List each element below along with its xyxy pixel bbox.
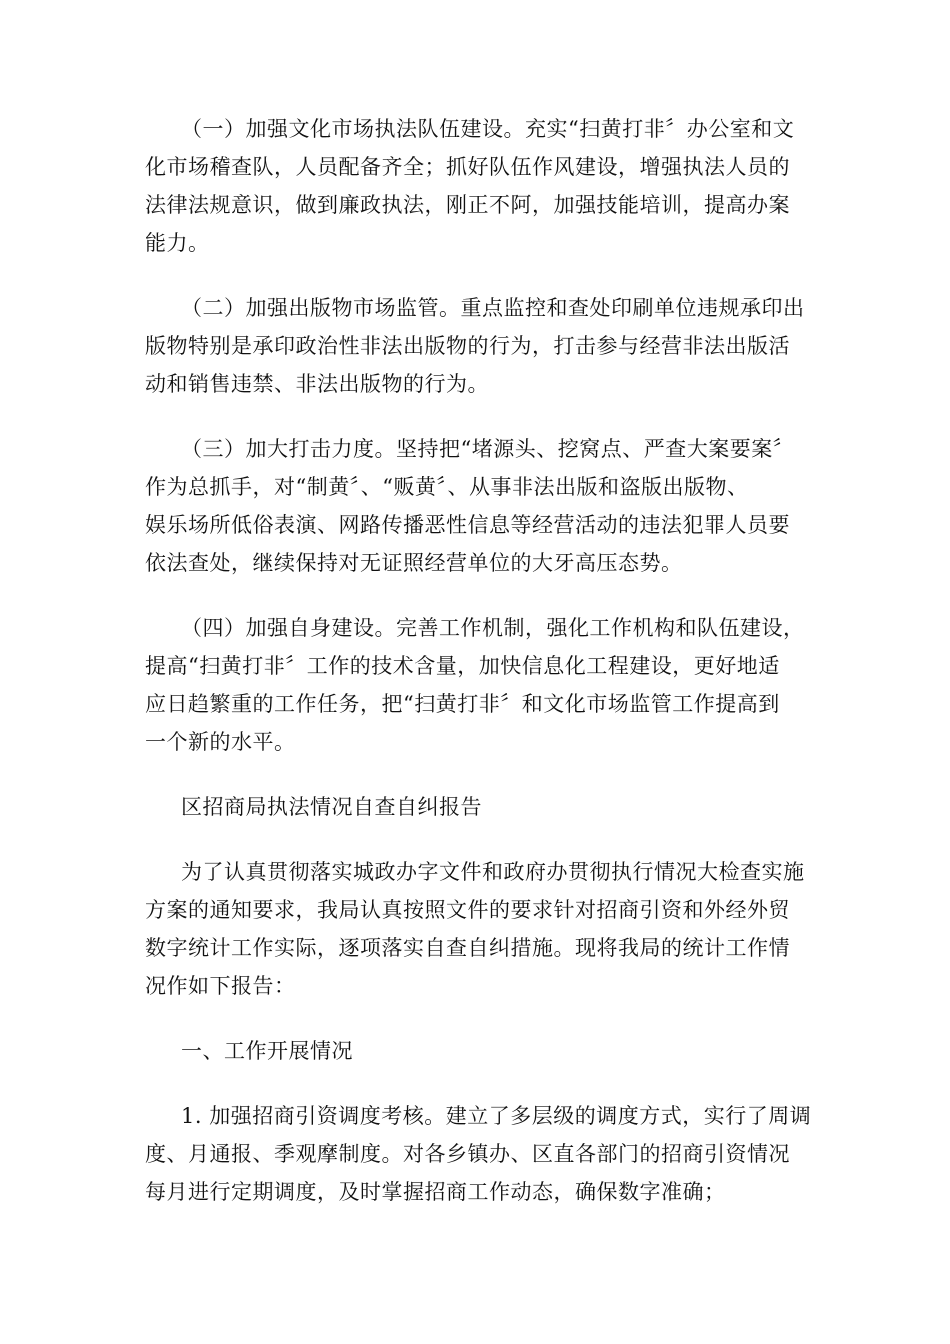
- text-line: 方案的通知要求，我局认真按照文件的要求针对招商引资和外经外贸: [145, 898, 790, 922]
- text-line: 为了认真贯彻落实城政办字文件和政府办贯彻执行情况大检查实施: [181, 860, 805, 884]
- text-line: （四）加强自身建设。完善工作机制，强化工作机构和队伍建设，: [181, 616, 805, 640]
- text-line: 依法查处，继续保持对无证照经营单位的大牙高压态势。: [145, 551, 683, 575]
- paragraph-self-building: [145, 609, 805, 761]
- text-line: 度、月通报、季观摩制度。对各乡镇办、区直各部门的招商引资情况: [145, 1142, 790, 1166]
- text-line: 法律法规意识，做到廉政执法，刚正不阿，加强技能培训，提高办案: [145, 193, 790, 217]
- report-title: [145, 788, 805, 826]
- text-line: 一个新的水平。: [145, 730, 296, 754]
- paragraph-publication-supervision: [145, 289, 805, 403]
- text-line: 应日趋繁重的工作任务，把“扫黄打非〞和文化市场监管工作提高到: [145, 692, 780, 716]
- text-line: 作为总抓手，对“制黄〞、“贩黄〞、从事非法出版和盗版出版物、: [145, 475, 749, 499]
- text-line: 每月进行定期调度，及时掌握招商工作动态，确保数字准确；: [145, 1180, 726, 1204]
- text-line: 版物特别是承印政治性非法出版物的行为，打击参与经营非法出版活: [145, 334, 790, 358]
- text-line: 提高“扫黄打非〞工作的技术含量，加快信息化工程建设，更好地适: [145, 654, 780, 678]
- paragraph-crackdown: [145, 430, 805, 582]
- text-line: 数字统计工作实际，逐项落实自查自纠措施。现将我局的统计工作情: [145, 936, 790, 960]
- text-line: 能力。: [145, 231, 210, 255]
- text-line: 娱乐场所低俗表演、网路传播恶性信息等经营活动的违法犯罪人员要: [145, 513, 790, 537]
- paragraph-investment-scheduling: [145, 1097, 812, 1211]
- text-line: 1. 加强招商引资调度考核。建立了多层级的调度方式，实行了周调: [181, 1104, 812, 1128]
- text-line: 况作如下报告：: [145, 974, 296, 998]
- text-line: 一、工作开展情况: [181, 1039, 353, 1063]
- document-body: [145, 110, 812, 1238]
- text-line: （一）加强文化市场执法队伍建设。充实“扫黄打非〞办公室和文: [181, 117, 795, 141]
- text-line: 化市场稽查队，人员配备齐全；抓好队伍作风建设，增强执法人员的: [145, 155, 790, 179]
- text-line: （二）加强出版物市场监管。重点监控和查处印刷单位违规承印出: [181, 296, 805, 320]
- text-line: （三）加大打击力度。坚持把“堵源头、挖窝点、严查大案要案〞: [181, 437, 795, 461]
- text-line: 动和销售违禁、非法出版物的行为。: [145, 372, 489, 396]
- paragraph-culture-market-team: [145, 110, 805, 262]
- paragraph-report-intro: [145, 853, 805, 1005]
- section-heading: [145, 1032, 805, 1070]
- text-line: 区招商局执法情况自查自纠报告: [181, 795, 482, 819]
